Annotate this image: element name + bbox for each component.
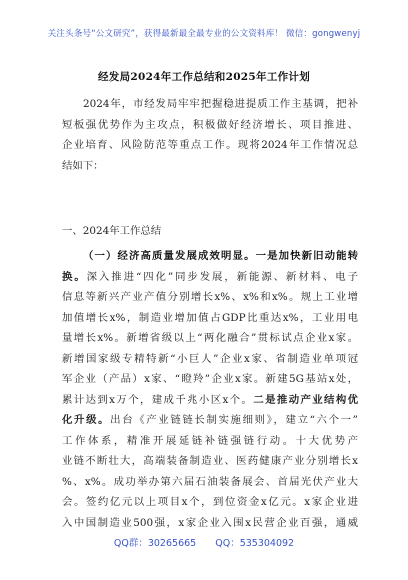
intro-line: 短板强优势作为主攻点，积极做好经济增长、项目推进、 (62, 118, 358, 131)
bold-phrase: 换。 (62, 270, 87, 283)
document-title: 经发局2024年工作总结和2025年工作计划 (97, 71, 311, 83)
paragraph-line: 累计达到x万个，建成千兆小区x个。二是推动产业结构优 (62, 393, 358, 406)
paragraph-line: 业链不断壮大，高端装备制造业、医药健康产业分别增长x (62, 455, 358, 467)
paragraph-line: 加值增长x%，制造业增加值占GDP比重达x%，工业用电 (62, 311, 358, 324)
intro-line: 结如下： (62, 159, 104, 172)
summary-paragraph (62, 246, 358, 533)
section-heading: 一、2024年工作总结 (62, 225, 162, 237)
bold-phrase: 二是推动产业结构优 (253, 393, 358, 406)
bold-phrase: 化升级。 (62, 414, 111, 426)
qq-number: QQ：535304092 (215, 538, 295, 549)
paragraph-line: 军企业（产品）x家、“瞪羚”企业x家。新建5G基站x处， (62, 373, 358, 385)
paragraph-line: 信息等新兴产业产值分别增长x%、x%和x%。规上工业增 (62, 291, 358, 303)
header-banner: 关注头条号“公文研究”，获得最新最全最专业的公文资料库！ 微信：gongwenyj (47, 29, 361, 39)
footer-contact (0, 535, 408, 549)
qq-group: QQ群：30265665 (113, 538, 197, 549)
paragraph-line: 新增国家级专精特新“小巨人”企业x家、省制造业单项冠 (62, 352, 358, 365)
paragraph-line: 化升级。出台《产业链链长制实施细则》，建立“六个一” (62, 414, 358, 426)
paragraph-line: 量增长x%。新增省级以上“两化融合”贯标试点企业x家。 (62, 332, 358, 344)
paragraph-line: %、x%。成功举办第六届石油装备展会、首届光伏产业大 (62, 475, 358, 488)
intro-paragraph (62, 94, 358, 176)
paragraph-line: 工作体系，精准开展延链补链强链行动。十大优势产 (62, 434, 358, 447)
paragraph-line: 换。深入推进“四化”同步发展，新能源、新材料、电子 (62, 270, 358, 283)
paragraph-line: （一）经济高质量发展成效明显。一是加快新旧动能转 (83, 250, 358, 262)
paragraph-line: 入中国制造业500强，x家企业入围x民营企业百强，通威 (62, 516, 358, 529)
intro-line: 2024年，市经发局牢牢把握稳进提质工作主基调，把补 (83, 98, 358, 110)
paragraph-line: 会。签约亿元以上项目x个，到位资金x亿元。x家企业进 (62, 496, 358, 508)
intro-line: 企业培育、风险防范等重点工作。现将2024年工作情况总 (62, 139, 358, 151)
